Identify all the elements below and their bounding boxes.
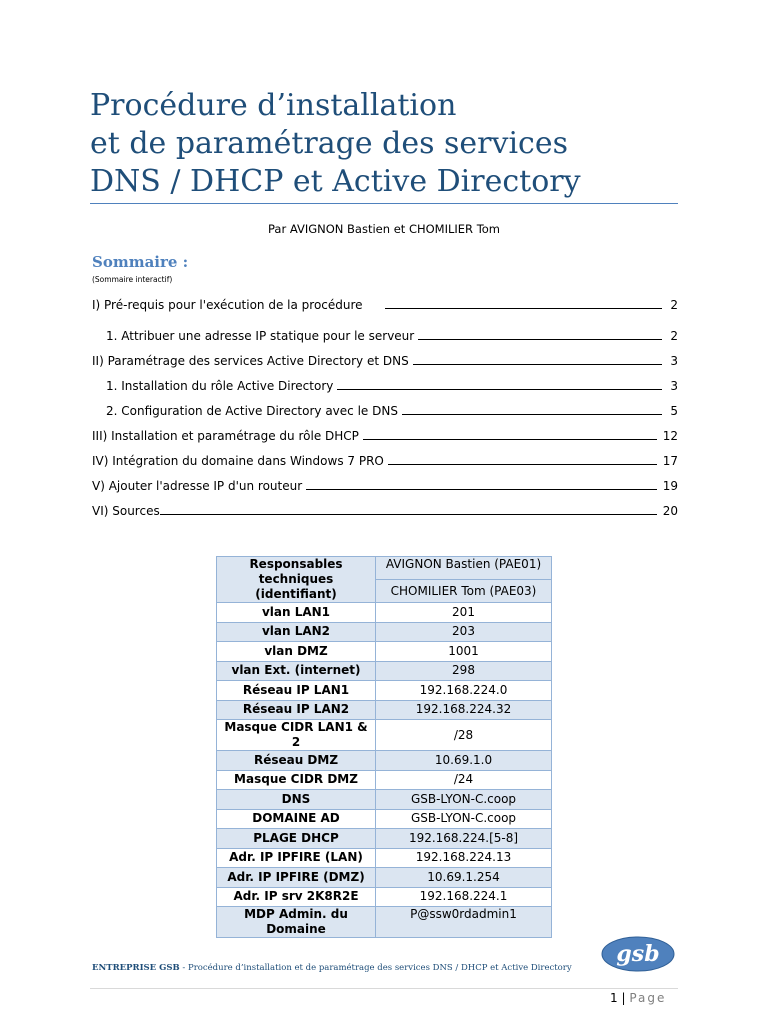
toc-entry-4[interactable] <box>92 454 678 468</box>
toc-entry-2-1[interactable] <box>106 379 678 393</box>
table-row <box>217 751 552 771</box>
table-value: 1001 <box>376 642 552 662</box>
toc-leader <box>388 463 657 465</box>
toc-page: 2 <box>670 329 678 343</box>
toc-entry-6[interactable] <box>92 504 678 518</box>
toc-entry-3[interactable] <box>92 429 678 443</box>
table-key: vlan DMZ <box>217 642 376 662</box>
toc-label: II) Paramétrage des services Active Directory et DNS <box>92 354 409 368</box>
table-key: Masque CIDR DMZ <box>217 770 376 790</box>
table-row <box>217 790 552 810</box>
toc-entry-5[interactable] <box>92 479 678 493</box>
table-row <box>217 622 552 642</box>
authors-line: Par AVIGNON Bastien et CHOMILIER Tom <box>267 222 501 236</box>
toc-page: 17 <box>662 454 678 468</box>
table-value: 192.168.224.0 <box>376 681 552 701</box>
toc-label: IV) Intégration du domaine dans Windows 7 PRO <box>92 454 384 468</box>
table-row <box>217 907 552 938</box>
toc-entry-1[interactable] <box>92 298 678 312</box>
network-info-table <box>216 556 552 938</box>
table-key: Réseau IP LAN2 <box>217 700 376 720</box>
table-row <box>217 642 552 662</box>
toc-label: I) Pré-requis pour l'exécution de la procédure <box>92 298 363 312</box>
table-row <box>217 868 552 888</box>
sommaire-heading: Sommaire : <box>92 253 189 271</box>
page-word: Page <box>629 991 667 1005</box>
toc-leader <box>418 338 662 340</box>
table-value: 298 <box>376 661 552 681</box>
table-value: 192.168.224.[5-8] <box>376 829 552 849</box>
toc-label: VI) Sources <box>92 504 160 518</box>
sommaire-note: (Sommaire interactif) <box>92 275 173 284</box>
toc-label: 1. Installation du rôle Active Directory <box>106 379 334 393</box>
table-key: Responsables techniques (identifiant) <box>217 557 376 603</box>
title-line-1: Procédure d’installation <box>90 88 457 123</box>
title-line-2: et de paramétrage des services <box>90 126 569 161</box>
table-value: 192.168.224.32 <box>376 700 552 720</box>
table-row <box>217 848 552 868</box>
table-key: Adr. IP srv 2K8R2E <box>217 887 376 907</box>
toc-label: III) Installation et paramétrage du rôle DHCP <box>92 429 359 443</box>
title-line-3: DNS / DHCP et Active Directory <box>90 164 581 199</box>
toc-entry-2[interactable] <box>92 354 678 368</box>
toc-page: 3 <box>670 354 678 368</box>
table-value: 10.69.1.254 <box>376 868 552 888</box>
table-row <box>217 720 552 751</box>
title-underline <box>90 203 678 204</box>
table-row <box>217 700 552 720</box>
table-key: PLAGE DHCP <box>217 829 376 849</box>
document-title <box>90 87 690 201</box>
table-key: Réseau IP LAN1 <box>217 681 376 701</box>
table-key: Masque CIDR LAN1 & 2 <box>217 720 376 751</box>
table-row <box>217 661 552 681</box>
table-value: 10.69.1.0 <box>376 751 552 771</box>
page-number-value: 1 <box>610 991 618 1005</box>
table-value: 201 <box>376 603 552 623</box>
page-separator: | <box>621 991 626 1005</box>
table-value: 192.168.224.13 <box>376 848 552 868</box>
page-number <box>610 991 666 1005</box>
table-row <box>217 681 552 701</box>
table-row <box>217 809 552 829</box>
toc-page: 2 <box>670 298 678 312</box>
toc-label: V) Ajouter l'adresse IP d'un routeur <box>92 479 303 493</box>
table-value: 203 <box>376 622 552 642</box>
toc-page: 20 <box>662 504 678 518</box>
table-row <box>217 829 552 849</box>
toc-label: 1. Attribuer une adresse IP statique pour le serveur <box>106 329 415 343</box>
toc-page: 19 <box>662 479 678 493</box>
table-key: Adr. IP IPFIRE (LAN) <box>217 848 376 868</box>
footer-text <box>92 963 572 973</box>
table-row <box>217 603 552 623</box>
table-row <box>217 770 552 790</box>
toc-page: 5 <box>670 404 678 418</box>
table-key: DNS <box>217 790 376 810</box>
gsb-logo <box>600 934 676 974</box>
footer-company: ENTREPRISE GSB <box>92 963 180 973</box>
table-value: /24 <box>376 770 552 790</box>
table-key: MDP Admin. du Domaine <box>217 907 376 938</box>
toc-leader <box>306 488 657 490</box>
toc-leader <box>337 388 662 390</box>
toc-label: 2. Configuration de Active Directory avec le DNS <box>106 404 398 418</box>
toc-leader <box>413 363 662 365</box>
table-value: GSB-LYON-C.coop <box>376 790 552 810</box>
table-value: P@ssw0rdadmin1 <box>376 907 552 938</box>
footer-rule <box>90 988 678 989</box>
table-key: vlan LAN1 <box>217 603 376 623</box>
footer-description: - Procédure d’installation et de paramétrage des services DNS / DHCP et Active Directory <box>179 963 572 973</box>
table-key: vlan Ext. (internet) <box>217 661 376 681</box>
toc-entry-1-1[interactable] <box>106 329 678 343</box>
toc-leader <box>363 438 657 440</box>
table-value: AVIGNON Bastien (PAE01) <box>376 557 552 580</box>
logo-text: gsb <box>616 941 660 967</box>
table-row <box>217 557 552 580</box>
table-key: DOMAINE AD <box>217 809 376 829</box>
table-key: vlan LAN2 <box>217 622 376 642</box>
table-value: 192.168.224.1 <box>376 887 552 907</box>
table-key: Réseau DMZ <box>217 751 376 771</box>
toc-leader <box>385 307 662 309</box>
toc-entry-2-2[interactable] <box>106 404 678 418</box>
toc-page: 12 <box>662 429 678 443</box>
table-key: Adr. IP IPFIRE (DMZ) <box>217 868 376 888</box>
table-value: /28 <box>376 720 552 751</box>
table-value: GSB-LYON-C.coop <box>376 809 552 829</box>
table-value: CHOMILIER Tom (PAE03) <box>376 580 552 603</box>
toc-page: 3 <box>670 379 678 393</box>
table-row <box>217 887 552 907</box>
toc-leader <box>402 413 662 415</box>
toc-leader <box>160 513 657 515</box>
